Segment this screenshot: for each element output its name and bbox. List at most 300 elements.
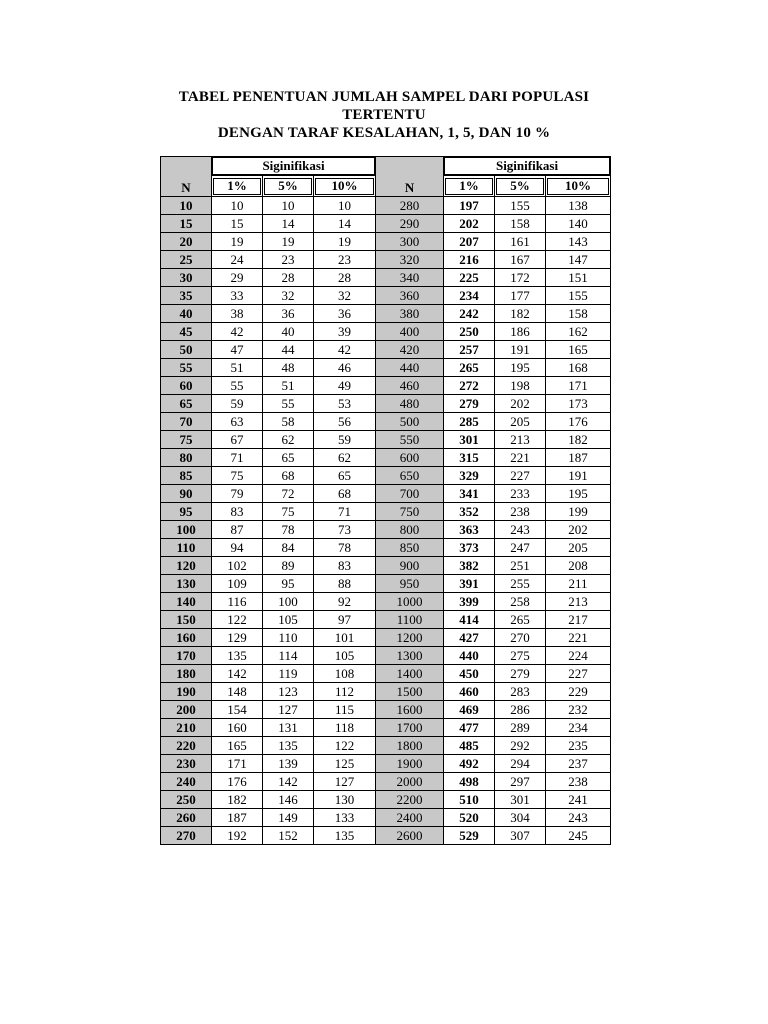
sample-5pct-right: 255 xyxy=(495,575,546,593)
n-value-right: 2600 xyxy=(376,827,444,845)
table-row xyxy=(161,233,611,251)
n-value-left: 65 xyxy=(161,395,212,413)
sample-10pct-right: 217 xyxy=(546,611,611,629)
table-row xyxy=(161,287,611,305)
n-value-right: 950 xyxy=(376,575,444,593)
n-value-left: 70 xyxy=(161,413,212,431)
n-value-right: 1200 xyxy=(376,629,444,647)
sample-1pct-right: 329 xyxy=(444,467,495,485)
sample-1pct-left: 24 xyxy=(212,251,263,269)
sample-1pct-left: 160 xyxy=(212,719,263,737)
sample-5pct-right: 238 xyxy=(495,503,546,521)
sample-1pct-left: 67 xyxy=(212,431,263,449)
sample-10pct-left: 125 xyxy=(314,755,376,773)
sample-1pct-left: 109 xyxy=(212,575,263,593)
n-value-left: 95 xyxy=(161,503,212,521)
sample-10pct-right: 155 xyxy=(546,287,611,305)
sample-1pct-right: 301 xyxy=(444,431,495,449)
sample-1pct-right: 382 xyxy=(444,557,495,575)
sample-1pct-left: 47 xyxy=(212,341,263,359)
sample-5pct-right: 286 xyxy=(495,701,546,719)
header-pct-1-right: 1% xyxy=(444,176,495,197)
sample-1pct-left: 142 xyxy=(212,665,263,683)
header-pct-5-right: 5% xyxy=(495,176,546,197)
sample-10pct-right: 199 xyxy=(546,503,611,521)
sample-5pct-left: 65 xyxy=(263,449,314,467)
sample-5pct-right: 182 xyxy=(495,305,546,323)
sample-10pct-left: 65 xyxy=(314,467,376,485)
n-value-left: 130 xyxy=(161,575,212,593)
table-row xyxy=(161,719,611,737)
sample-10pct-left: 56 xyxy=(314,413,376,431)
n-value-right: 480 xyxy=(376,395,444,413)
table-row xyxy=(161,791,611,809)
sample-1pct-right: 492 xyxy=(444,755,495,773)
sample-5pct-left: 72 xyxy=(263,485,314,503)
n-value-right: 1000 xyxy=(376,593,444,611)
sample-5pct-left: 84 xyxy=(263,539,314,557)
sample-5pct-right: 198 xyxy=(495,377,546,395)
sample-10pct-right: 238 xyxy=(546,773,611,791)
sample-10pct-left: 62 xyxy=(314,449,376,467)
title-line-2: TERTENTU xyxy=(342,107,426,123)
sample-5pct-left: 100 xyxy=(263,593,314,611)
sample-1pct-left: 10 xyxy=(212,197,263,215)
n-value-right: 380 xyxy=(376,305,444,323)
sample-5pct-left: 127 xyxy=(263,701,314,719)
n-value-right: 1600 xyxy=(376,701,444,719)
sample-5pct-right: 247 xyxy=(495,539,546,557)
sample-1pct-right: 520 xyxy=(444,809,495,827)
sample-5pct-left: 62 xyxy=(263,431,314,449)
sample-10pct-right: 227 xyxy=(546,665,611,683)
sample-5pct-left: 51 xyxy=(263,377,314,395)
header-n-left: N xyxy=(161,157,212,197)
table-header xyxy=(161,157,611,197)
n-value-left: 270 xyxy=(161,827,212,845)
sample-5pct-right: 191 xyxy=(495,341,546,359)
sample-10pct-left: 112 xyxy=(314,683,376,701)
table-row xyxy=(161,269,611,287)
sample-10pct-left: 28 xyxy=(314,269,376,287)
n-value-right: 1900 xyxy=(376,755,444,773)
sample-1pct-left: 94 xyxy=(212,539,263,557)
header-pct-10-left: 10% xyxy=(314,176,376,197)
table-row xyxy=(161,557,611,575)
sample-10pct-right: 237 xyxy=(546,755,611,773)
n-value-left: 35 xyxy=(161,287,212,305)
n-value-left: 75 xyxy=(161,431,212,449)
table-row xyxy=(161,575,611,593)
sample-1pct-right: 414 xyxy=(444,611,495,629)
sample-5pct-left: 142 xyxy=(263,773,314,791)
sample-10pct-left: 39 xyxy=(314,323,376,341)
sample-10pct-right: 211 xyxy=(546,575,611,593)
header-pct-1-left: 1% xyxy=(212,176,263,197)
sample-1pct-right: 197 xyxy=(444,197,495,215)
n-value-right: 1300 xyxy=(376,647,444,665)
sample-5pct-right: 227 xyxy=(495,467,546,485)
sample-10pct-right: 171 xyxy=(546,377,611,395)
table-row xyxy=(161,485,611,503)
sample-10pct-left: 36 xyxy=(314,305,376,323)
sample-5pct-left: 139 xyxy=(263,755,314,773)
sample-1pct-right: 352 xyxy=(444,503,495,521)
sample-10pct-left: 115 xyxy=(314,701,376,719)
sample-10pct-left: 105 xyxy=(314,647,376,665)
sample-1pct-right: 265 xyxy=(444,359,495,377)
header-group-left-label: Siginifikasi xyxy=(212,157,375,175)
sample-10pct-right: 195 xyxy=(546,485,611,503)
sample-10pct-left: 130 xyxy=(314,791,376,809)
sample-5pct-left: 32 xyxy=(263,287,314,305)
sample-10pct-left: 46 xyxy=(314,359,376,377)
sample-5pct-right: 233 xyxy=(495,485,546,503)
sample-1pct-right: 477 xyxy=(444,719,495,737)
sample-10pct-left: 71 xyxy=(314,503,376,521)
sample-10pct-right: 224 xyxy=(546,647,611,665)
sample-1pct-left: 187 xyxy=(212,809,263,827)
sample-5pct-left: 105 xyxy=(263,611,314,629)
table-row xyxy=(161,503,611,521)
table-row xyxy=(161,683,611,701)
n-value-right: 2000 xyxy=(376,773,444,791)
sample-10pct-right: 213 xyxy=(546,593,611,611)
table-row xyxy=(161,647,611,665)
sample-10pct-right: 208 xyxy=(546,557,611,575)
sample-5pct-right: 275 xyxy=(495,647,546,665)
sample-5pct-right: 172 xyxy=(495,269,546,287)
n-value-right: 550 xyxy=(376,431,444,449)
sample-10pct-left: 59 xyxy=(314,431,376,449)
sample-5pct-left: 40 xyxy=(263,323,314,341)
sample-10pct-left: 118 xyxy=(314,719,376,737)
n-value-right: 800 xyxy=(376,521,444,539)
sample-10pct-left: 108 xyxy=(314,665,376,683)
sample-10pct-right: 176 xyxy=(546,413,611,431)
sample-10pct-right: 138 xyxy=(546,197,611,215)
n-value-left: 260 xyxy=(161,809,212,827)
sample-10pct-right: 191 xyxy=(546,467,611,485)
sample-1pct-right: 202 xyxy=(444,215,495,233)
n-value-right: 850 xyxy=(376,539,444,557)
n-value-left: 150 xyxy=(161,611,212,629)
sample-5pct-right: 213 xyxy=(495,431,546,449)
table-row xyxy=(161,701,611,719)
n-value-right: 460 xyxy=(376,377,444,395)
sample-10pct-right: 187 xyxy=(546,449,611,467)
sample-1pct-left: 29 xyxy=(212,269,263,287)
title-line-3: DENGAN TARAF KESALAHAN, 1, 5, DAN 10 % xyxy=(217,125,551,141)
sample-5pct-left: 28 xyxy=(263,269,314,287)
sample-1pct-right: 440 xyxy=(444,647,495,665)
n-value-left: 30 xyxy=(161,269,212,287)
sample-1pct-right: 315 xyxy=(444,449,495,467)
sample-1pct-right: 225 xyxy=(444,269,495,287)
n-value-right: 1500 xyxy=(376,683,444,701)
sample-1pct-left: 55 xyxy=(212,377,263,395)
sample-10pct-left: 23 xyxy=(314,251,376,269)
sample-5pct-left: 19 xyxy=(263,233,314,251)
n-value-right: 1800 xyxy=(376,737,444,755)
sample-1pct-right: 341 xyxy=(444,485,495,503)
sample-10pct-left: 97 xyxy=(314,611,376,629)
table-row xyxy=(161,773,611,791)
sample-10pct-left: 42 xyxy=(314,341,376,359)
sample-5pct-left: 75 xyxy=(263,503,314,521)
sample-1pct-right: 207 xyxy=(444,233,495,251)
sample-10pct-left: 135 xyxy=(314,827,376,845)
table-body xyxy=(161,197,611,845)
sample-5pct-right: 243 xyxy=(495,521,546,539)
sample-10pct-right: 235 xyxy=(546,737,611,755)
header-group-right xyxy=(444,157,611,176)
sample-10pct-right: 232 xyxy=(546,701,611,719)
sample-5pct-right: 301 xyxy=(495,791,546,809)
sample-10pct-right: 241 xyxy=(546,791,611,809)
sample-1pct-right: 460 xyxy=(444,683,495,701)
sample-1pct-right: 450 xyxy=(444,665,495,683)
header-pct-5-left: 5% xyxy=(263,176,314,197)
sample-5pct-left: 131 xyxy=(263,719,314,737)
sample-1pct-left: 75 xyxy=(212,467,263,485)
sample-10pct-left: 19 xyxy=(314,233,376,251)
sample-5pct-right: 304 xyxy=(495,809,546,827)
n-value-right: 1100 xyxy=(376,611,444,629)
n-value-left: 160 xyxy=(161,629,212,647)
sample-10pct-right: 221 xyxy=(546,629,611,647)
n-value-left: 110 xyxy=(161,539,212,557)
sample-1pct-left: 102 xyxy=(212,557,263,575)
n-value-right: 700 xyxy=(376,485,444,503)
sample-5pct-left: 55 xyxy=(263,395,314,413)
sample-5pct-right: 258 xyxy=(495,593,546,611)
n-value-right: 290 xyxy=(376,215,444,233)
n-value-left: 50 xyxy=(161,341,212,359)
sample-1pct-left: 42 xyxy=(212,323,263,341)
sample-10pct-right: 173 xyxy=(546,395,611,413)
sample-5pct-right: 294 xyxy=(495,755,546,773)
n-value-left: 60 xyxy=(161,377,212,395)
sample-1pct-right: 529 xyxy=(444,827,495,845)
sample-10pct-left: 68 xyxy=(314,485,376,503)
sample-5pct-right: 265 xyxy=(495,611,546,629)
table-row xyxy=(161,539,611,557)
n-value-left: 55 xyxy=(161,359,212,377)
header-n-right: N xyxy=(376,157,444,197)
sample-1pct-right: 510 xyxy=(444,791,495,809)
n-value-left: 85 xyxy=(161,467,212,485)
n-value-left: 190 xyxy=(161,683,212,701)
table-row xyxy=(161,665,611,683)
header-group-left xyxy=(212,157,376,176)
sample-1pct-right: 363 xyxy=(444,521,495,539)
sample-5pct-right: 307 xyxy=(495,827,546,845)
sample-10pct-right: 143 xyxy=(546,233,611,251)
sample-1pct-left: 171 xyxy=(212,755,263,773)
table-row xyxy=(161,305,611,323)
n-value-right: 420 xyxy=(376,341,444,359)
sample-10pct-left: 49 xyxy=(314,377,376,395)
n-value-left: 45 xyxy=(161,323,212,341)
sample-5pct-left: 95 xyxy=(263,575,314,593)
sample-10pct-left: 53 xyxy=(314,395,376,413)
sample-5pct-left: 58 xyxy=(263,413,314,431)
sample-1pct-left: 79 xyxy=(212,485,263,503)
table-row xyxy=(161,449,611,467)
n-value-left: 170 xyxy=(161,647,212,665)
n-value-right: 1400 xyxy=(376,665,444,683)
sample-5pct-left: 14 xyxy=(263,215,314,233)
n-value-left: 40 xyxy=(161,305,212,323)
sample-1pct-left: 192 xyxy=(212,827,263,845)
sample-5pct-right: 177 xyxy=(495,287,546,305)
sample-5pct-right: 270 xyxy=(495,629,546,647)
table-row xyxy=(161,413,611,431)
table-row xyxy=(161,809,611,827)
sample-10pct-left: 73 xyxy=(314,521,376,539)
n-value-right: 320 xyxy=(376,251,444,269)
sample-1pct-left: 71 xyxy=(212,449,263,467)
sample-10pct-right: 140 xyxy=(546,215,611,233)
sample-10pct-left: 122 xyxy=(314,737,376,755)
sample-5pct-left: 114 xyxy=(263,647,314,665)
sample-10pct-right: 165 xyxy=(546,341,611,359)
sample-1pct-left: 51 xyxy=(212,359,263,377)
table-row xyxy=(161,431,611,449)
n-value-right: 900 xyxy=(376,557,444,575)
sample-10pct-right: 205 xyxy=(546,539,611,557)
n-value-right: 600 xyxy=(376,449,444,467)
sample-5pct-right: 251 xyxy=(495,557,546,575)
document-title xyxy=(0,88,768,142)
n-value-left: 250 xyxy=(161,791,212,809)
sample-1pct-left: 33 xyxy=(212,287,263,305)
sample-5pct-left: 89 xyxy=(263,557,314,575)
n-value-right: 360 xyxy=(376,287,444,305)
sample-10pct-right: 229 xyxy=(546,683,611,701)
sample-1pct-left: 122 xyxy=(212,611,263,629)
table-row xyxy=(161,737,611,755)
sample-1pct-left: 83 xyxy=(212,503,263,521)
sample-5pct-right: 186 xyxy=(495,323,546,341)
n-value-left: 200 xyxy=(161,701,212,719)
n-value-left: 140 xyxy=(161,593,212,611)
sample-5pct-left: 48 xyxy=(263,359,314,377)
sample-1pct-right: 373 xyxy=(444,539,495,557)
sample-1pct-left: 15 xyxy=(212,215,263,233)
sample-10pct-left: 78 xyxy=(314,539,376,557)
sample-5pct-right: 283 xyxy=(495,683,546,701)
sample-10pct-left: 14 xyxy=(314,215,376,233)
sample-5pct-right: 155 xyxy=(495,197,546,215)
sample-1pct-left: 154 xyxy=(212,701,263,719)
sample-5pct-right: 158 xyxy=(495,215,546,233)
table-row xyxy=(161,827,611,845)
sample-10pct-left: 133 xyxy=(314,809,376,827)
table-row xyxy=(161,197,611,215)
sample-10pct-right: 162 xyxy=(546,323,611,341)
table-row xyxy=(161,755,611,773)
sample-10pct-right: 158 xyxy=(546,305,611,323)
sample-1pct-right: 272 xyxy=(444,377,495,395)
table-row xyxy=(161,215,611,233)
sample-10pct-left: 101 xyxy=(314,629,376,647)
sample-5pct-left: 10 xyxy=(263,197,314,215)
sample-5pct-left: 110 xyxy=(263,629,314,647)
sample-5pct-left: 152 xyxy=(263,827,314,845)
table-row xyxy=(161,323,611,341)
sample-10pct-right: 151 xyxy=(546,269,611,287)
table-row xyxy=(161,341,611,359)
sample-5pct-right: 279 xyxy=(495,665,546,683)
n-value-right: 440 xyxy=(376,359,444,377)
table-row xyxy=(161,611,611,629)
sample-5pct-right: 202 xyxy=(495,395,546,413)
n-value-left: 90 xyxy=(161,485,212,503)
sample-1pct-right: 250 xyxy=(444,323,495,341)
n-value-left: 180 xyxy=(161,665,212,683)
n-value-right: 340 xyxy=(376,269,444,287)
sample-5pct-left: 149 xyxy=(263,809,314,827)
sample-10pct-left: 83 xyxy=(314,557,376,575)
sample-1pct-left: 87 xyxy=(212,521,263,539)
sample-10pct-left: 88 xyxy=(314,575,376,593)
n-value-left: 210 xyxy=(161,719,212,737)
sample-5pct-right: 205 xyxy=(495,413,546,431)
sample-10pct-left: 10 xyxy=(314,197,376,215)
n-value-right: 400 xyxy=(376,323,444,341)
sample-5pct-left: 68 xyxy=(263,467,314,485)
sample-1pct-right: 391 xyxy=(444,575,495,593)
table-row xyxy=(161,359,611,377)
sample-1pct-left: 135 xyxy=(212,647,263,665)
n-value-left: 220 xyxy=(161,737,212,755)
sample-5pct-left: 44 xyxy=(263,341,314,359)
sample-10pct-right: 147 xyxy=(546,251,611,269)
sample-1pct-left: 38 xyxy=(212,305,263,323)
sample-1pct-right: 279 xyxy=(444,395,495,413)
sample-1pct-right: 285 xyxy=(444,413,495,431)
sample-1pct-left: 63 xyxy=(212,413,263,431)
sample-1pct-left: 176 xyxy=(212,773,263,791)
header-pct-10-right: 10% xyxy=(546,176,611,197)
n-value-right: 2200 xyxy=(376,791,444,809)
sample-1pct-left: 59 xyxy=(212,395,263,413)
sample-1pct-right: 469 xyxy=(444,701,495,719)
sample-1pct-right: 242 xyxy=(444,305,495,323)
sample-5pct-left: 119 xyxy=(263,665,314,683)
sample-10pct-left: 32 xyxy=(314,287,376,305)
sample-5pct-left: 36 xyxy=(263,305,314,323)
sample-5pct-left: 146 xyxy=(263,791,314,809)
sample-1pct-right: 257 xyxy=(444,341,495,359)
sample-10pct-right: 202 xyxy=(546,521,611,539)
n-value-left: 230 xyxy=(161,755,212,773)
sample-5pct-right: 292 xyxy=(495,737,546,755)
title-line-1: TABEL PENENTUAN JUMLAH SAMPEL DARI POPULASI xyxy=(178,89,590,105)
sample-1pct-left: 148 xyxy=(212,683,263,701)
sample-1pct-right: 234 xyxy=(444,287,495,305)
sample-1pct-left: 182 xyxy=(212,791,263,809)
n-value-right: 650 xyxy=(376,467,444,485)
sample-10pct-right: 234 xyxy=(546,719,611,737)
sample-5pct-left: 135 xyxy=(263,737,314,755)
sample-1pct-right: 399 xyxy=(444,593,495,611)
table-row xyxy=(161,521,611,539)
n-value-left: 240 xyxy=(161,773,212,791)
sample-5pct-left: 23 xyxy=(263,251,314,269)
